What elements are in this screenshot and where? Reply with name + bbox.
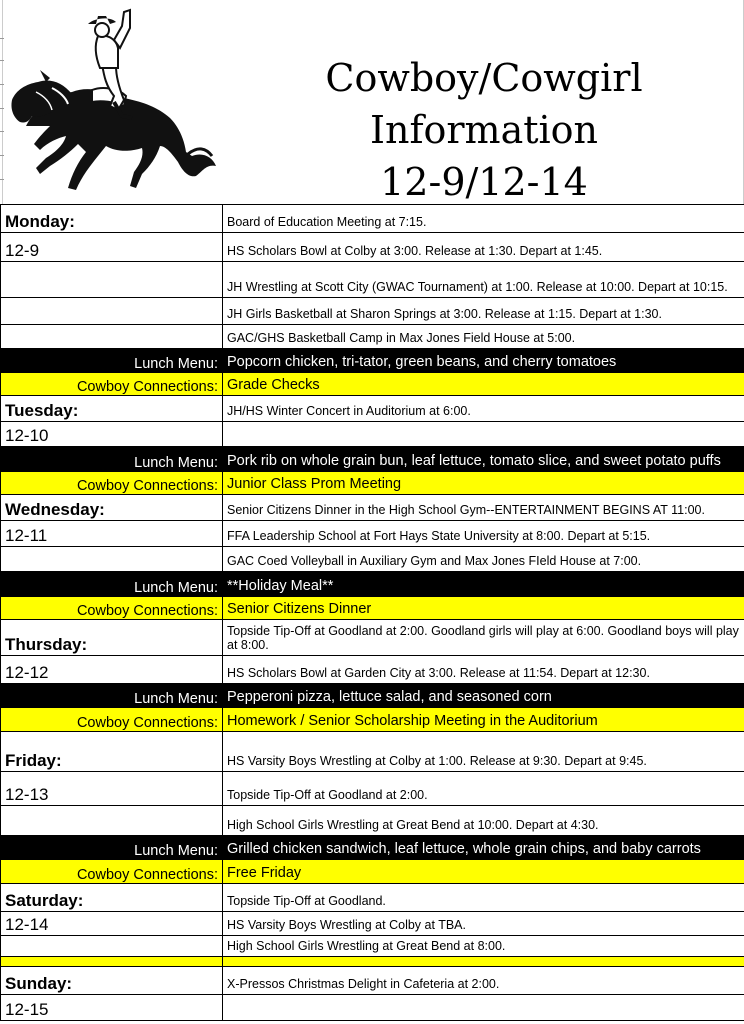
connections-label: Cowboy Connections: xyxy=(1,472,223,495)
header xyxy=(0,0,744,204)
page-title xyxy=(224,52,744,208)
table-row xyxy=(1,732,744,772)
event-cell: JH Wrestling at Scott City (GWAC Tournament) at 1:00. Release at 10:00. Depart at 10:15. xyxy=(223,262,744,298)
day-date: 12-13 xyxy=(1,772,223,806)
event-cell: GAC Coed Volleyball in Auxiliary Gym and Max Jones FIeld House at 7:00. xyxy=(223,547,744,572)
day-date: 12-14 xyxy=(1,912,223,936)
spacer-row xyxy=(1,957,744,967)
connections-label: Cowboy Connections: xyxy=(1,373,223,396)
lunch-row xyxy=(1,684,744,708)
empty-cell xyxy=(1,298,223,325)
table-row xyxy=(1,806,744,836)
sheet-gridline xyxy=(2,0,3,204)
sheet-row-marker xyxy=(0,179,4,180)
empty-cell xyxy=(1,547,223,572)
lunch-menu: Popcorn chicken, tri-tator, green beans, and cherry tomatoes xyxy=(223,349,744,373)
event-cell: High School Girls Wrestling at Great Bend at 8:00. xyxy=(223,936,744,957)
connections-value: Homework / Senior Scholarship Meeting in the Auditorium xyxy=(223,708,744,732)
connections-label: Cowboy Connections: xyxy=(1,708,223,732)
table-row xyxy=(1,967,744,995)
sheet-row-marker xyxy=(0,60,4,61)
event-cell: High School Girls Wrestling at Great Bend at 10:00. Depart at 4:30. xyxy=(223,806,744,836)
empty-cell xyxy=(223,422,744,447)
day-name: Tuesday: xyxy=(1,396,223,422)
sheet-row-marker xyxy=(0,38,4,39)
day-name: Sunday: xyxy=(1,967,223,995)
sheet-row-marker xyxy=(0,84,4,85)
lunch-label: Lunch Menu: xyxy=(1,836,223,860)
table-row xyxy=(1,547,744,572)
bucking-horse-rider-icon xyxy=(6,6,218,194)
table-row xyxy=(1,620,744,656)
connections-label: Cowboy Connections: xyxy=(1,597,223,620)
event-cell: GAC/GHS Basketball Camp in Max Jones Field House at 5:00. xyxy=(223,325,744,349)
lunch-label: Lunch Menu: xyxy=(1,572,223,597)
event-cell: Topside Tip-Off at Goodland at 2:00. Goodland girls will play at 6:00. Goodland boys will play at 8:00. xyxy=(223,620,744,656)
empty-cell xyxy=(223,957,744,967)
lunch-label: Lunch Menu: xyxy=(1,447,223,472)
empty-cell xyxy=(1,936,223,957)
table-row xyxy=(1,772,744,806)
lunch-row xyxy=(1,349,744,373)
connections-label: Cowboy Connections: xyxy=(1,860,223,884)
table-row xyxy=(1,656,744,684)
table-row xyxy=(1,495,744,521)
lunch-menu: Grilled chicken sandwich, leaf lettuce, whole grain chips, and baby carrots xyxy=(223,836,744,860)
event-cell: FFA Leadership School at Fort Hays State University at 8:00. Depart at 5:15. xyxy=(223,521,744,547)
event-cell: HS Varsity Boys Wrestling at Colby at 1:00. Release at 9:30. Depart at 9:45. xyxy=(223,732,744,772)
connections-value: Free Friday xyxy=(223,860,744,884)
connections-row xyxy=(1,597,744,620)
table-row xyxy=(1,422,744,447)
table-row xyxy=(1,884,744,912)
lunch-menu: Pepperoni pizza, lettuce salad, and seasoned corn xyxy=(223,684,744,708)
event-cell: X-Pressos Christmas Delight in Cafeteria at 2:00. xyxy=(223,967,744,995)
empty-cell xyxy=(1,325,223,349)
day-date: 12-11 xyxy=(1,521,223,547)
sheet-row-marker xyxy=(0,131,4,132)
empty-cell xyxy=(1,262,223,298)
connections-row xyxy=(1,472,744,495)
event-cell: HS Varsity Boys Wrestling at Colby at TBA. xyxy=(223,912,744,936)
table-row xyxy=(1,298,744,325)
empty-cell xyxy=(223,995,744,1021)
lunch-label: Lunch Menu: xyxy=(1,349,223,373)
title-line: 12-9/12-14 xyxy=(380,160,588,204)
connections-row xyxy=(1,708,744,732)
lunch-row xyxy=(1,836,744,860)
event-cell: Topside Tip-Off at Goodland at 2:00. xyxy=(223,772,744,806)
lunch-menu: Pork rib on whole grain bun, leaf lettuce, tomato slice, and sweet potato puffs xyxy=(223,447,744,472)
day-name: Monday: xyxy=(1,205,223,233)
lunch-label: Lunch Menu: xyxy=(1,684,223,708)
title-line: Information xyxy=(369,108,599,152)
title-line: Cowboy/Cowgirl xyxy=(325,56,643,100)
event-cell: HS Scholars Bowl at Garden City at 3:00. Release at 11:54. Depart at 12:30. xyxy=(223,656,744,684)
event-cell: JH Girls Basketball at Sharon Springs at 3:00. Release at 1:15. Depart at 1:30. xyxy=(223,298,744,325)
table-row xyxy=(1,233,744,262)
table-row xyxy=(1,995,744,1021)
event-cell: HS Scholars Bowl at Colby at 3:00. Release at 1:30. Depart at 1:45. xyxy=(223,233,744,262)
sheet-row-marker xyxy=(0,155,4,156)
lunch-menu: **Holiday Meal** xyxy=(223,572,744,597)
day-name: Friday: xyxy=(1,732,223,772)
connections-value: Grade Checks xyxy=(223,373,744,396)
day-date: 12-12 xyxy=(1,656,223,684)
sheet-row-marker xyxy=(0,108,4,109)
event-cell: Topside Tip-Off at Goodland. xyxy=(223,884,744,912)
table-row xyxy=(1,262,744,298)
day-date: 12-9 xyxy=(1,233,223,262)
table-row xyxy=(1,205,744,233)
table-row xyxy=(1,936,744,957)
connections-row xyxy=(1,860,744,884)
connections-value: Junior Class Prom Meeting xyxy=(223,472,744,495)
day-name: Wednesday: xyxy=(1,495,223,521)
connections-value: Senior Citizens Dinner xyxy=(223,597,744,620)
empty-cell xyxy=(1,806,223,836)
lunch-row xyxy=(1,572,744,597)
connections-row xyxy=(1,373,744,396)
day-date: 12-10 xyxy=(1,422,223,447)
table-row xyxy=(1,521,744,547)
schedule-table xyxy=(0,204,744,1021)
table-row xyxy=(1,396,744,422)
empty-cell xyxy=(1,957,223,967)
table-row xyxy=(1,325,744,349)
event-cell: Senior Citizens Dinner in the High School Gym--ENTERTAINMENT BEGINS AT 11:00. xyxy=(223,495,744,521)
day-name: Thursday: xyxy=(1,620,223,656)
lunch-row xyxy=(1,447,744,472)
event-cell: Board of Education Meeting at 7:15. xyxy=(223,205,744,233)
day-date: 12-15 xyxy=(1,995,223,1021)
day-name: Saturday: xyxy=(1,884,223,912)
table-row xyxy=(1,912,744,936)
event-cell: JH/HS Winter Concert in Auditorium at 6:00. xyxy=(223,396,744,422)
